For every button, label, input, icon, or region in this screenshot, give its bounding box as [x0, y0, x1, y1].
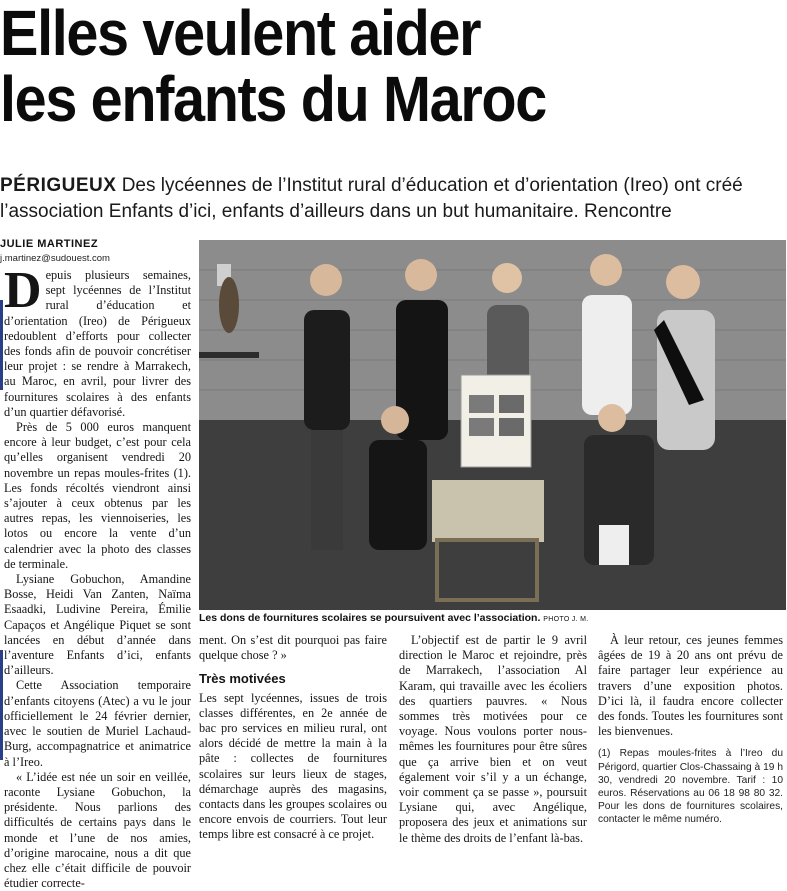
- photo-caption: [199, 612, 588, 624]
- column-2: [199, 633, 387, 843]
- deck-line-2: l’association Enfants d’ici, enfants d’ailleurs dans un but humanitaire. Rencontre: [0, 201, 672, 222]
- paragraph: Lysiane Gobuchon, Amandine Bosse, Heidi Van Zanten, Naïma Esaadki, Ludivine Pereira, Émilie Capaços et Angélique Piquet se sont lancées en début d’année dans l’aventure Enfants d’ici, enfants d’ailleurs.: [4, 572, 191, 678]
- dropcap: D: [4, 262, 42, 319]
- footnote: (1) Repas moules-frites à l’Ireo du Périgord, quartier Clos-Chassaing à 19 h 30, vendredi 20 novembre. Tarif : 10 euros. Réservations au 06 18 98 80 32. Pour les dons de fournitures scolaires, contacter le même numéro.: [598, 748, 783, 826]
- paragraph: L’objectif est de partir le 9 avril direction le Maroc et rejoindre, près de Marrakech, l’association Al Karam, qui travaille avec les écoliers des quartiers pauvres. « Nous sommes très motivées pour ce voyage. Nous voulons porter nous-mêmes les fournitures pour être sûres que ça arrive bien et on veut également voir s’il y a un échange, voir comment ça se passe », poursuit Lysiane qui, avec Angélique, proposera des jeux et animations sur le thème des droits de l’enfant là-bas.: [399, 633, 587, 845]
- deck-line-1: [0, 173, 787, 199]
- paragraph: Cette Association temporaire d’enfants citoyens (Atec) a vu le jour officiellement le 24 février dernier, avec le soutien de Muriel Lachaud-Burg, accompagnatrice et animatrice à l’Ireo.: [4, 678, 191, 769]
- paragraph-text: epuis plusieurs semaines, sept lycéennes de l’Institut rural d’éducation et d’orientation (Ireo) de Périgueux redoublent d’efforts pour collecter des fonds afin de pouvoir concrétiser leur projet : se rendre à Marrakech, au Maroc, en avril, pour livrer des fournitures scolaires à des enfants d’un quartier défavorisé.: [4, 268, 191, 419]
- paragraph: Près de 5 000 euros manquent encore à leur budget, c’est pour cela qu’elles organisent vendredi 20 novembre un repas moules-frites (1). Les fonds récoltés viendront ainsi s’ajouter à ceux obtenus par les autres repas, les viennoiseries, les lotos ou encore la vente d’un calendrier avec la photo des classes de terminale.: [4, 420, 191, 571]
- headline: [0, 0, 787, 135]
- margin-bar: [0, 650, 3, 760]
- byline-email[interactable]: j.martinez@sudouest.com: [0, 253, 110, 264]
- subhead: Très motivées: [199, 671, 286, 687]
- column-1: [4, 262, 191, 891]
- caption-text: Les dons de fournitures scolaires se poursuivent avec l’association.: [199, 612, 541, 624]
- column-4: [598, 633, 783, 827]
- photo-illustration: [199, 240, 786, 610]
- deck-location: PÉRIGUEUX: [0, 175, 117, 196]
- paragraph: « L’idée est née un soir en veillée, raconte Lysiane Gobuchon, la présidente. Nous parlions des difficultés de certains pays dans le monde et l’une de nos amies, d’origine marocaine, nous a dit que chez elle c’était difficile de pouvoir étudier correcte-: [4, 769, 191, 891]
- deck: [0, 173, 787, 225]
- paragraph: À leur retour, ces jeunes femmes âgées de 19 à 20 ans ont prévu de faire partager leur expérience au travers d’une exposition photos. D’ici là, il faudra encore collecter des fonds. Toutes les fournitures sont les bienvenues.: [598, 633, 783, 739]
- deck-text-1: Des lycéennes de l’Institut rural d’éducation et d’orientation (Ireo) ont créé: [116, 175, 743, 196]
- article-photo: [199, 240, 786, 610]
- column-3: [399, 633, 587, 846]
- paragraph: [4, 262, 191, 420]
- margin-bar: [0, 300, 3, 390]
- paragraph: ment. On s’est dit pourquoi pas faire quelque chose ? »: [199, 633, 387, 663]
- byline-author: JULIE MARTINEZ: [0, 238, 99, 250]
- paragraph: Les sept lycéennes, issues de trois classes différentes, en 2e année de bac pro services en milieu rural, ont alors décidé de mettre la main à la pâte : collectes de fournitures scolaires sur leurs lieux de stages, démarchage auprès des magasins, contacts dans les groupes scolaires ou encore envois de courriers. Tout leur temps libre est consacré à ce projet.: [199, 690, 387, 842]
- headline-line-2: les enfants du Maroc: [0, 63, 546, 135]
- photo-credit: PHOTO J. M.: [543, 616, 589, 623]
- headline-line-1: Elles veulent aider: [0, 0, 481, 69]
